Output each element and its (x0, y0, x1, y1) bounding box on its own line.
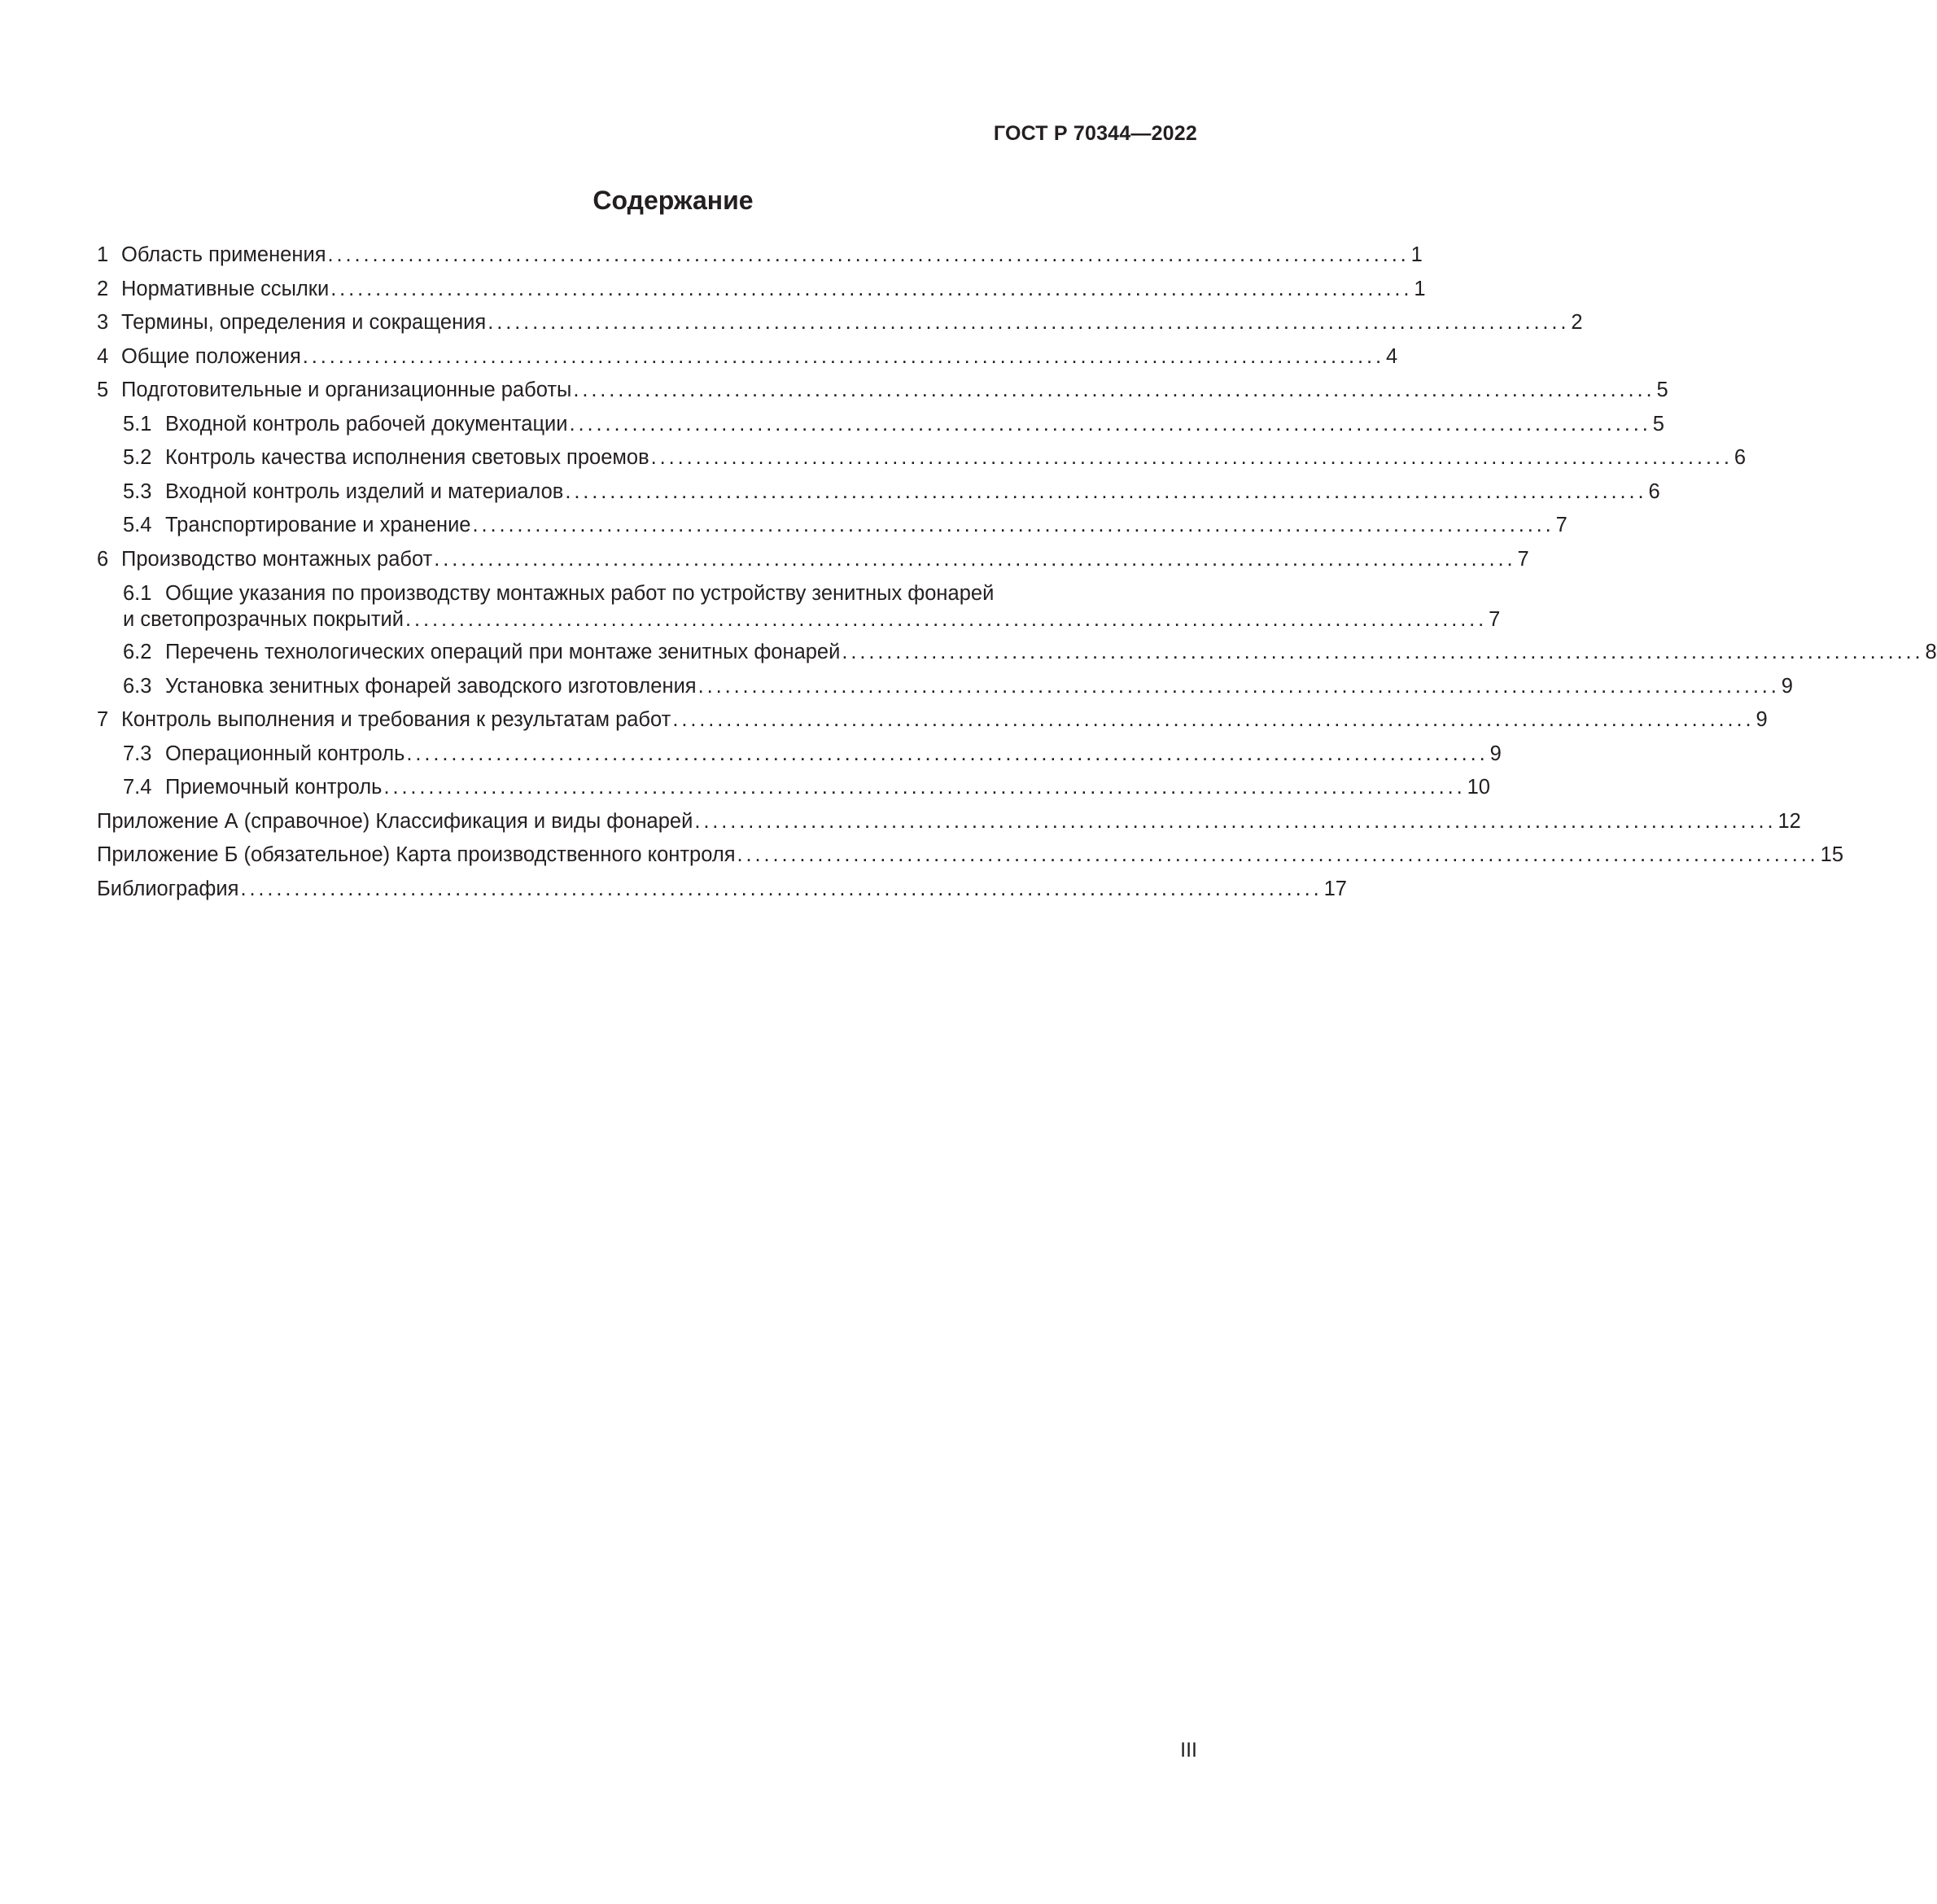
toc-entry-number: 6.1 (123, 582, 152, 605)
toc-entry-page: 5 (1652, 412, 1664, 436)
toc-entry-page: 2 (1571, 311, 1583, 334)
toc-entry-page: 5 (1656, 379, 1668, 401)
toc-entry-title: Входной контроль рабочей документации (165, 412, 568, 436)
toc-entry-title: Термины, определения и сокращения (121, 311, 487, 334)
toc-entry-number: 6.3 (123, 674, 152, 698)
toc-title: Содержание (592, 186, 754, 215)
toc-entry-title: Приложение Б (обязательное) Карта производственного контроля (97, 843, 736, 866)
toc-entry-number: 5.3 (123, 479, 152, 503)
toc-entry-page: 17 (1323, 877, 1347, 900)
toc-entry-page: 9 (1756, 708, 1768, 731)
toc-entry-title: Приемочный контроль (165, 776, 383, 799)
toc-leader-dots: ......................................................................................................................... (488, 311, 1570, 334)
toc-entry-title: Область применения (121, 243, 326, 266)
toc-entry-title: Контроль выполнения и требования к результатам работ (121, 708, 671, 731)
toc-entry-title: Нормативные ссылки (121, 277, 330, 300)
toc-entry-page: 7 (1517, 547, 1529, 571)
toc-entry-number: 1 (97, 243, 109, 266)
toc-entry-number: 7.3 (123, 742, 152, 765)
toc-entry-number: 5.4 (123, 514, 152, 536)
toc-entry-title: Контроль качества исполнения световых проемов (165, 446, 649, 469)
toc-entry-page: 7 (1555, 514, 1568, 536)
toc-entry-page: 8 (1925, 641, 1937, 663)
toc-leader-dots: ......................................................................................................................... (565, 479, 1647, 503)
toc-entry[interactable] (97, 636, 1937, 670)
toc-entry-title-continued: и светопрозрачных покрытий (123, 608, 404, 631)
toc-entry-page: 4 (1385, 344, 1398, 368)
toc-leader-dots: ......................................................................................................................... (406, 742, 1489, 765)
toc-entry-page: 6 (1648, 479, 1660, 503)
toc-entry[interactable] (97, 273, 1426, 307)
toc-entry-title: Установка зенитных фонарей заводского изготовления (165, 674, 697, 698)
toc-entry-page: 1 (1414, 277, 1426, 300)
toc-entry[interactable] (97, 475, 1660, 510)
toc-entry[interactable] (97, 340, 1398, 374)
toc-entry-title: Общие указания по производству монтажных работ по устройству зенитных фонарей (165, 582, 995, 605)
toc-entry[interactable] (97, 670, 1793, 704)
toc-entry-continuation[interactable] (97, 606, 1501, 633)
toc-appendix-entry[interactable] (97, 838, 1844, 873)
toc-entry-number: 5.2 (123, 446, 152, 469)
toc-leader-dots: ......................................................................................................................... (383, 776, 1466, 799)
toc-entry[interactable] (97, 771, 1490, 805)
toc-entry[interactable] (97, 509, 1568, 543)
toc-leader-dots: ......................................................................................................................... (697, 674, 1780, 698)
toc-entry[interactable] (97, 408, 1664, 442)
toc-entry-title: Производство монтажных работ (121, 547, 433, 571)
toc-leader-dots: ......................................................................................................................... (302, 344, 1384, 368)
toc-leader-dots: ......................................................................................................................... (737, 843, 1819, 866)
document-code: ГОСТ Р 70344—2022 (993, 122, 1197, 145)
toc-bibliography-entry[interactable] (97, 873, 1347, 907)
toc-entry[interactable] (97, 581, 1197, 606)
toc-entry[interactable] (97, 374, 1668, 408)
toc-entry-title: Приложение А (справочное) Классификация и виды фонарей (97, 809, 693, 833)
toc-appendix-entry[interactable] (97, 805, 1801, 839)
toc-entry[interactable] (97, 306, 1583, 340)
toc-entry-page: 6 (1734, 446, 1746, 469)
toc-leader-dots: ......................................................................................................................... (694, 809, 1777, 833)
toc-leader-dots: ......................................................................................................................... (434, 547, 1516, 571)
toc-leader-dots: ......................................................................................................................... (330, 277, 1413, 300)
toc-entry[interactable] (97, 738, 1502, 772)
toc-entry-page: 15 (1820, 843, 1844, 866)
toc-leader-dots: ......................................................................................................................... (672, 708, 1755, 731)
toc-entry-title: Библиография (97, 877, 239, 900)
toc-entry-number: 5.1 (123, 412, 152, 436)
toc-entry-number: 2 (97, 277, 109, 300)
toc-entry-title: Общие положения (121, 344, 301, 368)
toc-entry[interactable] (97, 703, 1768, 738)
toc-leader-dots: ......................................................................................................................... (240, 877, 1323, 900)
toc-leader-dots: ......................................................................................................................... (569, 412, 1651, 436)
toc-entry-page: 12 (1777, 809, 1801, 833)
toc-entry-number: 6.2 (123, 641, 152, 663)
toc-entry[interactable] (97, 441, 1746, 475)
table-of-contents (97, 239, 1937, 906)
toc-leader-dots: ......................................................................................................................... (472, 514, 1554, 536)
toc-entry[interactable] (97, 543, 1529, 577)
toc-leader-dots: ......................................................................................................................... (405, 608, 1488, 631)
toc-entry-number: 3 (97, 311, 109, 334)
toc-entry[interactable] (97, 239, 1423, 273)
toc-entry-page: 7 (1489, 608, 1501, 631)
toc-entry-title: Перечень технологических операций при монтаже зенитных фонарей (165, 641, 841, 663)
toc-entry-number: 4 (97, 344, 109, 368)
toc-leader-dots: ......................................................................................................................... (842, 641, 1924, 663)
toc-entry-number: 6 (97, 547, 109, 571)
toc-entry-title: Входной контроль изделий и материалов (165, 479, 564, 503)
toc-entry-number: 7.4 (123, 776, 152, 799)
toc-leader-dots: ......................................................................................................................... (650, 446, 1733, 469)
toc-entry-page: 10 (1467, 776, 1490, 799)
toc-entry-page: 9 (1781, 674, 1793, 698)
toc-entry-title: Транспортирование и хранение (165, 514, 471, 536)
toc-entry-page: 9 (1489, 742, 1502, 765)
toc-entry-title: Операционный контроль (165, 742, 405, 765)
page-number: III (1180, 1739, 1197, 1762)
toc-leader-dots: ......................................................................................................................... (573, 379, 1655, 401)
toc-entry-number: 7 (97, 708, 109, 731)
toc-entry-title: Подготовительные и организационные работы (121, 379, 572, 401)
toc-entry-number: 5 (97, 379, 109, 401)
toc-entry-page: 1 (1410, 243, 1423, 266)
toc-leader-dots: ......................................................................................................................... (327, 243, 1410, 266)
